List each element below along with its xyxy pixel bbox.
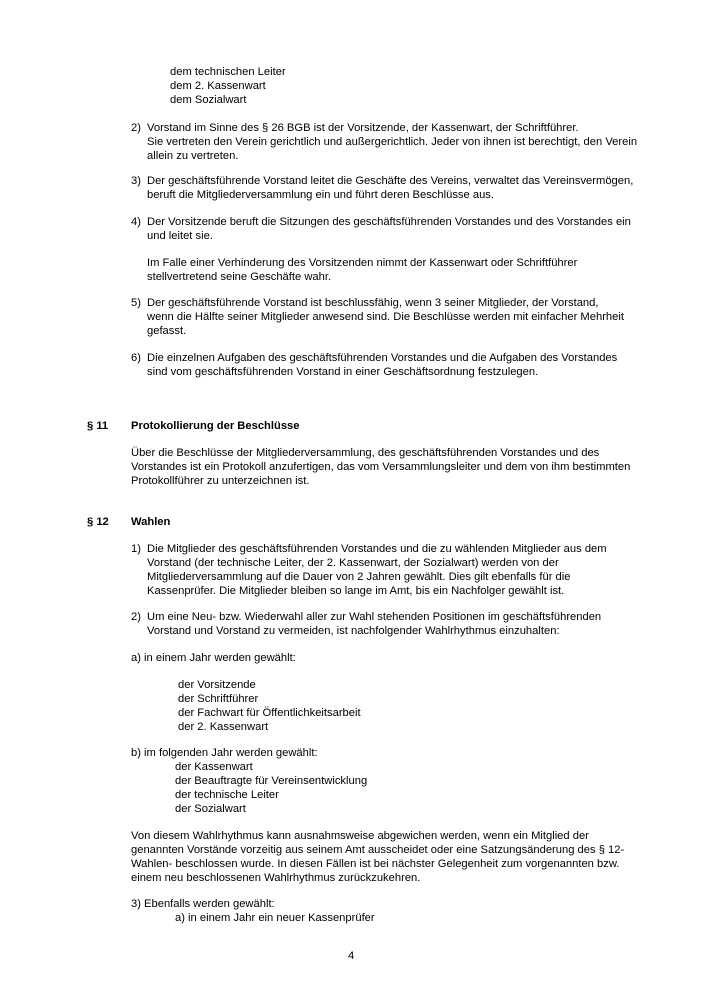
list-item: der technische Leiter — [175, 789, 279, 801]
sub-list-label: a) in einem Jahr werden gewählt: — [131, 652, 296, 664]
paragraph-line: Vorstandes ist ein Protokoll anzufertigen, das vom Versammlungsleiter und dem von ihm bestimmten — [131, 461, 631, 473]
paragraph-line: gefasst. — [147, 325, 187, 337]
paragraph-line: beruft die Mitgliederversammlung ein und führt deren Beschlüsse aus. — [147, 189, 494, 201]
list-item: dem 2. Kassenwart — [170, 80, 266, 92]
item-label: 3) Ebenfalls werden gewählt: — [131, 898, 275, 910]
paragraph-line: Mitgliederversammlung auf die Dauer von 2 Jahren gewählt. Dies gilt ebenfalls für die — [147, 571, 571, 583]
paragraph-line: Die Mitglieder des geschäftsführenden Vorstandes und die zu wählenden Mitglieder aus dem — [147, 543, 607, 555]
list-item: der Beauftragte für Vereinsentwicklung — [175, 775, 368, 787]
paragraph-line: Sie vertreten den Verein gerichtlich und außergerichtlich. Jeder von ihnen ist berechtigt, den Verein — [147, 136, 638, 148]
paragraph-line: Im Falle einer Verhinderung des Vorsitzenden nimmt der Kassenwart oder Schriftführer — [147, 257, 578, 269]
paragraph-line: Wahlen- beschlossen wurde. In diesen Fällen ist bei nächster Gelegenheit zum vorgenannten bzw. — [131, 858, 620, 870]
paragraph-line: Der Vorsitzende beruft die Sitzungen des geschäftsführenden Vorstandes und des Vorstandes ein — [147, 216, 631, 228]
paragraph-line: Die einzelnen Aufgaben des geschäftsführenden Vorstandes und die Aufgaben des Vorstandes — [147, 352, 618, 364]
paragraph-line: wenn die Hälfte seiner Mitglieder anwesend sind. Die Beschlüsse werden mit einfacher Mehrheit — [147, 311, 624, 323]
section-title: Protokollierung der Beschlüsse — [131, 420, 300, 432]
paragraph-line: stellvertretend seine Geschäfte wahr. — [147, 271, 332, 283]
sub-list-label: b) im folgenden Jahr werden gewählt: — [131, 747, 318, 759]
list-item: der Sozialwart — [175, 803, 246, 815]
paragraph-line: einem neu beschlossenen Wahlrhythmus zurückzukehren. — [131, 872, 421, 884]
paragraph-line: sind vom geschäftsführenden Vorstand in einer Geschäftsordnung festzulegen. — [147, 366, 539, 378]
page-number: 4 — [348, 950, 355, 962]
item-number: 3) — [131, 175, 141, 187]
section-title: Wahlen — [131, 516, 171, 528]
paragraph-line: Kassenprüfer. Die Mitglieder bleiben so lange im Amt, bis ein Nachfolger gewählt ist. — [147, 585, 565, 597]
paragraph-line: Von diesem Wahlrhythmus kann ausnahmsweise abgewichen werden, wenn ein Mitglied der — [131, 830, 589, 842]
paragraph-line: Der geschäftsführende Vorstand leitet die Geschäfte des Vereins, verwaltet das Vereinsvermögen, — [147, 175, 634, 187]
section-number: § 12 — [87, 516, 109, 528]
item-number: 6) — [131, 352, 141, 364]
paragraph-line: Vorstand im Sinne des § 26 BGB ist der Vorsitzende, der Kassenwart, der Schriftführer. — [147, 122, 579, 134]
paragraph-line: Vorstand (der technische Leiter, der 2. Kassenwart, der Sozialwart) werden von der — [147, 557, 559, 569]
item-number: 1) — [131, 543, 141, 555]
item-number: 2) — [131, 122, 141, 134]
paragraph-line: und leitet sie. — [147, 230, 213, 242]
paragraph-line: allein zu vertreten. — [147, 150, 239, 162]
paragraph-line: Um eine Neu- bzw. Wiederwahl aller zur Wahl stehenden Positionen im geschäftsführenden — [147, 611, 602, 623]
section-number: § 11 — [87, 420, 109, 432]
paragraph-line: Protokollführer zu unterzeichnen ist. — [131, 475, 310, 487]
list-item: der Kassenwart — [175, 761, 253, 773]
paragraph-line: Vorstand und Vorstand zu vermeiden, ist nachfolgender Wahlrhythmus einzuhalten: — [147, 625, 560, 637]
item-number: 2) — [131, 611, 141, 623]
list-item: dem Sozialwart — [170, 94, 247, 106]
paragraph-line: Der geschäftsführende Vorstand ist beschlussfähig, wenn 3 seiner Mitglieder, der Vorstand, — [147, 297, 599, 309]
paragraph-line: genannten Vorstände vorzeitig aus seinem Amt ausscheidet oder eine Satzungsänderung des § 12- — [131, 844, 625, 856]
list-item: der 2. Kassenwart — [178, 721, 269, 733]
item-number: 4) — [131, 216, 141, 228]
list-item: der Fachwart für Öffentlichkeitsarbeit — [178, 707, 361, 719]
paragraph-line: Über die Beschlüsse der Mitgliederversammlung, des geschäftsführenden Vorstandes und des — [131, 447, 600, 459]
list-item: dem technischen Leiter — [170, 66, 286, 78]
list-item: der Vorsitzende — [178, 679, 256, 691]
list-item: der Schriftführer — [178, 693, 259, 705]
item-number: 5) — [131, 297, 141, 309]
list-item: a) in einem Jahr ein neuer Kassenprüfer — [175, 912, 375, 924]
